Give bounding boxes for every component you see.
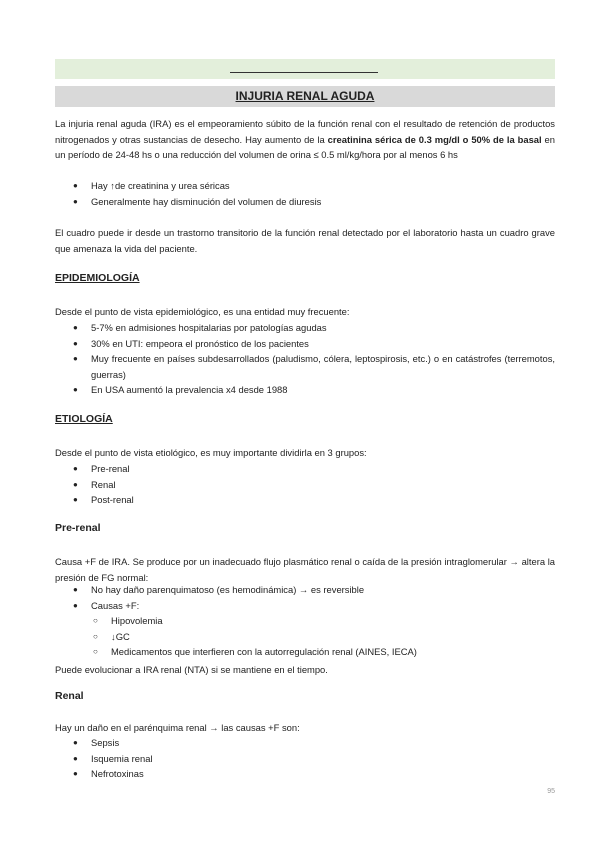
- section-heading-epidemiologia: EPIDEMIOLOGÍA: [55, 272, 140, 284]
- list-item: ● 30% en UTI: empeora el pronóstico de los pacientes: [55, 336, 555, 352]
- page-number: 95: [547, 788, 555, 795]
- list-item: [55, 598, 555, 660]
- epidemiologia-bullet-list: [55, 320, 555, 398]
- list-item: ● No hay daño parenquimatoso (es hemodinámica) → es reversible: [55, 582, 555, 598]
- intro-bold-text: creatinina sérica de 0.3 mg/dl o 50% de la basal: [327, 133, 542, 145]
- intro-text-b: en un período de 24-48 hs o una reducción del volumen de orina ≤ 0.5 ml/kg/hora por al menos 6 hs: [55, 133, 555, 160]
- list-item: ● Sepsis: [55, 735, 555, 751]
- header-band: [55, 59, 555, 79]
- subheading-prerenal: Pre-renal: [55, 522, 101, 534]
- list-item: ● 5-7% en admisiones hospitalarias por patologías agudas: [55, 320, 555, 336]
- renal-bullet-list: [55, 735, 555, 782]
- list-item: ● En USA aumentó la prevalencia x4 desde 1988: [55, 382, 555, 398]
- prerenal-paragraph-2: Puede evolucionar a IRA renal (NTA) si se mantiene en el tiempo.: [55, 664, 328, 675]
- list-item: ● Isquemia renal: [55, 751, 555, 767]
- prerenal-sub-list: [91, 613, 555, 660]
- list-item: ● Post-renal: [55, 492, 555, 508]
- list-item-label: Causas +F:: [91, 599, 140, 611]
- epidemiologia-lead: Desde el punto de vista epidemiológico, es una entidad muy frecuente:: [55, 306, 350, 317]
- intro-paragraph: [55, 116, 555, 163]
- list-item: ● Generalmente hay disminución del volumen de diuresis: [55, 194, 555, 210]
- sub-list-item: ○ ↓GC: [91, 629, 555, 645]
- title-bar: [55, 86, 555, 107]
- list-item: ● Renal: [55, 477, 555, 493]
- prerenal-bullet-list: [55, 582, 555, 660]
- sub-list-item: ○ Hipovolemia: [91, 613, 555, 629]
- list-item: ● Nefrotoxinas: [55, 766, 555, 782]
- intro-bullet-list: [55, 178, 555, 209]
- page-title: INJURIA RENAL AGUDA: [235, 89, 375, 103]
- subheading-renal: Renal: [55, 690, 84, 702]
- sub-list-item: ○ Medicamentos que interfieren con la autorregulación renal (AINES, IECA): [91, 644, 555, 660]
- section-heading-etiologia: ETIOLOGÍA: [55, 413, 113, 425]
- list-item: ● Pre-renal: [55, 461, 555, 477]
- intro-paragraph-2: El cuadro puede ir desde un trastorno transitorio de la función renal detectado por el laboratorio hasta un cuadro grave que amenaza la vida del paciente.: [55, 227, 555, 254]
- list-item: ● Muy frecuente en países subdesarrollados (paludismo, cólera, leptospirosis, etc.) o en catástrofes (terremotos, guerras): [55, 351, 555, 382]
- etiologia-lead: Desde el punto de vista etiológico, es muy importante dividirla en 3 grupos:: [55, 447, 367, 458]
- renal-lead: Hay un daño en el parénquima renal → las causas +F son:: [55, 722, 300, 733]
- prerenal-paragraph: Causa +F de IRA. Se produce por un inadecuado flujo plasmático renal o caída de la presión intraglomerular → altera la presión de FG normal:: [55, 556, 555, 583]
- etiologia-bullet-list: [55, 461, 555, 508]
- header-rule: [230, 72, 378, 73]
- intro-text-a: La injuria renal aguda (IRA) es el empeoramiento súbito de la función renal con el resultado de retención de productos nitrogenados y otras sustancias de desecho. Hay aumento de la: [55, 118, 555, 145]
- list-item: ● Hay ↑de creatinina y urea séricas: [55, 178, 555, 194]
